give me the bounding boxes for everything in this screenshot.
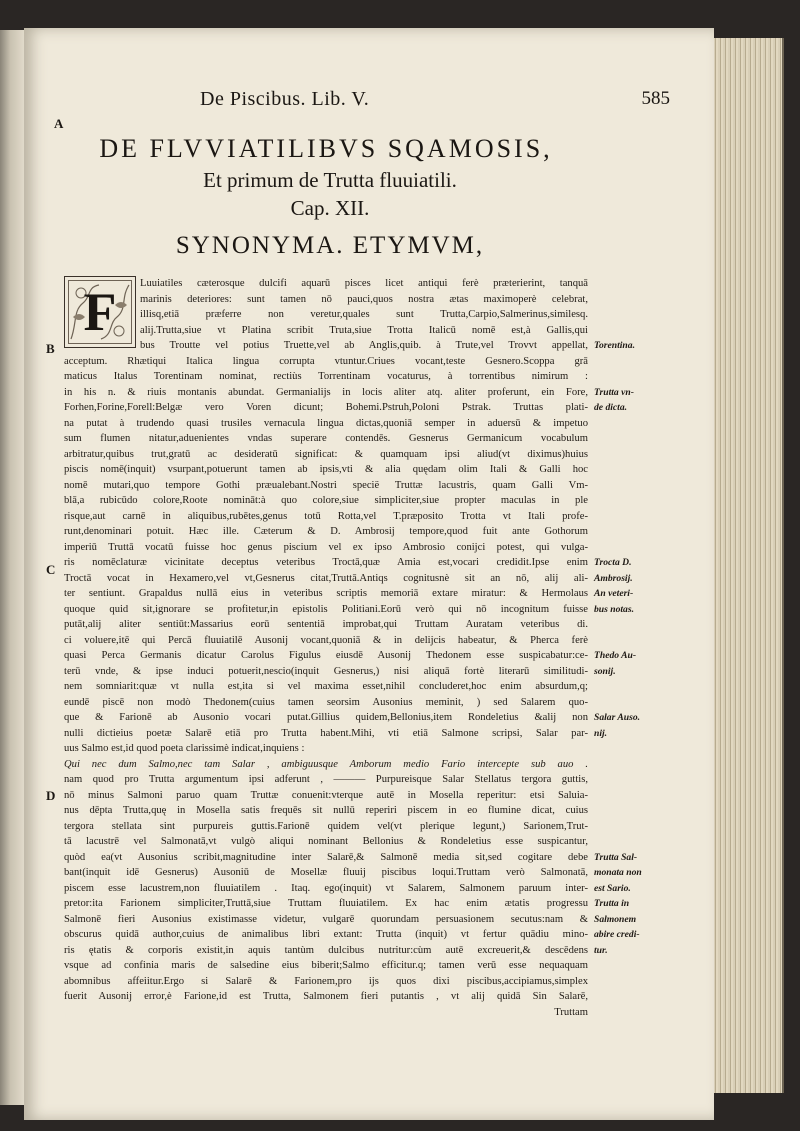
text-line: quasi Perca Germanis dicatur Carolus Figulus eiusdē Ausonij Thedonem esse suspicabatur:ce- bbox=[64, 650, 588, 661]
margin-spacer bbox=[594, 741, 694, 757]
text-line: que & Farionē ab Ausonio vocari putat.Gillius quidem,Bellonius,item Rondeletius &alij non bbox=[64, 712, 588, 723]
margin-spacer bbox=[594, 803, 694, 819]
text-line: alij.Trutta,siue vt Platina scribit Truta,siue Trotta Italicū nomē est,à Gallis,qui bbox=[140, 324, 588, 336]
margin-letter-b: B bbox=[46, 341, 55, 356]
text-line: in his n. & riuis montanis abundat. Germanialijs in locis aliter atq. aliter proferunt, ein Fore, bbox=[64, 386, 588, 398]
margin-note: Torentina. bbox=[594, 340, 635, 351]
margin-letter-a: A bbox=[54, 116, 64, 131]
margin-spacer bbox=[594, 633, 694, 649]
margin-spacer bbox=[594, 493, 694, 509]
drop-cap-ornament bbox=[64, 276, 136, 348]
text-line: tergora stellata sint purpureis guttis.Farionē quidem vel(vt plerique legunt,) Sarionem,Trut- bbox=[64, 820, 588, 832]
text-line: quoque quid sit,ignorare se profitetur,in epistolis Politiani.Eorū verò qui nō incognitum fuisse bbox=[64, 603, 588, 615]
margin-spacer bbox=[594, 834, 694, 850]
text-line: nō minus Salmoni paruo quam Truttæ conuenit:vterque autē in Mosella reperitur: etsi Saluia- bbox=[64, 789, 588, 801]
margin-letter-d: D bbox=[46, 788, 56, 803]
margin-spacer bbox=[594, 478, 694, 494]
text-line: uus Salmo est,id quod poeta clarissimè indicat,inquiens : bbox=[64, 743, 305, 754]
text-line: ci voluere,itē qui Percā fluuiatilē Ausonij vocant,quoniā & in delijcis habeatur, & Pherca ferè bbox=[64, 634, 588, 646]
text-line: marinis deteriores: sunt tamen nō pauci,quos nostra ætas maximoperè celebrat, bbox=[140, 293, 588, 305]
text-line: Salmonē fieri Ausonius existimasse videtur, vulgarē quorundam persuasionem secutus:nam & bbox=[64, 913, 588, 925]
margin-note: monata non bbox=[594, 867, 642, 878]
margin-spacer bbox=[594, 307, 694, 323]
text-line: Qui nec dum Salmo,nec tam Salar , ambiguusque Amborum medio Fario intercepte sub auo . bbox=[64, 758, 588, 770]
text-line: putāt,alij aliter sentiūt:Massarius eorū sententiā improbat,qui Truttam Auratam veteribus di. bbox=[64, 619, 588, 630]
text-line: piscis nomē(inquit) vsurpant,potuerunt tamen ab ipsis,vti & alia quędam olim Itali & Galli hoc bbox=[64, 464, 588, 475]
drop-cap-letter: F bbox=[83, 282, 117, 342]
text-line: nus dēpta Trutta,quę in Mosella satis frequēs sit nullū reperiri piscem in eo flumine dicat, cuius bbox=[64, 805, 588, 816]
text-line: bant(inquit idē Gesnerus) Ausoniū de Mosellæ fluuij piscibus loqui.Truttam verò Salmonatā, bbox=[64, 867, 588, 878]
text-line: pretor:ita Farionem simpliciter,Truttā,siue Truttam fluuiatilem. Ex hac enim ætatis progressu bbox=[64, 898, 588, 909]
margin-spacer bbox=[594, 772, 694, 788]
text-line: illisq,etiā præferre non veretur,quales sunt Trutta,Carpio,Salmerinus,similesq. bbox=[140, 309, 588, 320]
margin-spacer bbox=[594, 431, 694, 447]
margin-spacer bbox=[594, 323, 694, 339]
margin-note: An veteri- bbox=[594, 588, 634, 599]
margin-note: Thedo Au- bbox=[594, 650, 637, 661]
margin-note: Trutta Sal- bbox=[594, 851, 638, 863]
margin-spacer bbox=[594, 757, 694, 773]
text-line: ris ętatis & corporis existit,in aquis tantùm dulcibus nutritur:cùm autē excreuerit,& descēdens bbox=[64, 944, 588, 956]
margin-note: bus notas. bbox=[594, 603, 634, 615]
text-line: ter sentiunt. Grapaldus nullā eius in veteribus scriptis memoriā extare miratur: & Hermolaus bbox=[64, 588, 588, 599]
page-number: 585 bbox=[641, 88, 670, 109]
margin-note: Trutta vn- bbox=[594, 386, 634, 398]
text-line: sum flumen nitatur,aduenientes vndas superare contendēs. Gesnerus Germanicum vocabulum bbox=[64, 433, 588, 444]
margin-spacer bbox=[594, 617, 694, 633]
margin-notes bbox=[594, 276, 694, 958]
chapter-number: Cap. XII. bbox=[290, 196, 370, 220]
margin-spacer bbox=[594, 819, 694, 835]
margin-note: de dicta. bbox=[594, 402, 628, 413]
margin-letter-c: C bbox=[46, 562, 56, 577]
margin-spacer bbox=[594, 695, 694, 711]
text-line: bus Troutte vel potius Truette,vel ab Anglis,quib. à Trute,vel Trovvt appellat, bbox=[140, 340, 588, 351]
text-line: abomnibus affeiitur.Ergo si Salarē & Farionem,pro ijs quos dixi piscibus,accipiamus,simplex bbox=[64, 975, 588, 987]
text-line: runt,denominari potuit. Hæc ille. Cæterum & D. Ambrosij tempore,quod fuit ante Gothorum bbox=[64, 526, 588, 537]
margin-note: Salar Auso. bbox=[594, 712, 641, 723]
margin-spacer bbox=[594, 292, 694, 308]
margin-spacer bbox=[594, 354, 694, 370]
margin-note: sonij. bbox=[594, 665, 616, 677]
margin-spacer bbox=[594, 679, 694, 695]
margin-spacer bbox=[594, 276, 694, 292]
text-line: terū vnde, & ipse induci potuerit,nescio(inquit Gesnerus,) nisi aliquā fortè literarū similitudi- bbox=[64, 665, 588, 677]
text-line: obscurus quidā author,cuius de animalibus libri extant: Trutta (inquit) vt fertur quādiu mino- bbox=[64, 929, 588, 940]
text-line: ris nomēclaturæ vicinitate deceptus veteribus Troctā,quæ Amia est,vocari credidit.Ipse enim bbox=[64, 557, 588, 568]
margin-note: est Sario. bbox=[594, 882, 631, 894]
text-line: eundē piscē non modò Thedonem(cuius tamen seorsim Ausonius meminit, ) sed Salarem quo- bbox=[64, 696, 588, 708]
margin-note: Salmonem bbox=[594, 913, 637, 925]
margin-spacer bbox=[594, 416, 694, 432]
text-line: fuerit Ausonij error,è Farione,id est Trutta, Salmonem fieri putantis , vt alij quidā Sin Salarē, bbox=[64, 991, 588, 1002]
text-line: nem somniarit:quæ vt nulla est,ita si vel maxima esset,nihil concluderet,hoc enim absurdum,q; bbox=[64, 681, 588, 692]
text-line: Truttam bbox=[554, 1006, 588, 1018]
section-heading: SYNONYMA. ETYMVM, bbox=[175, 232, 485, 259]
text-line: maticus Italus Torentinam nominat, rectiùs Torrentinam vocaturus, à torrentibus nimirum : bbox=[64, 371, 588, 382]
text-line: quòd ea(vt Ausonius scribit,magnitudine inter Salarē,& Salmonē media sit,sed cogitare debe bbox=[64, 851, 588, 863]
body-text bbox=[64, 276, 588, 1020]
left-page-edge bbox=[0, 30, 26, 1105]
page-header bbox=[200, 88, 670, 118]
text-line: nam quod pro Trutta argumentum ipsi adferunt , ——— Purpureisque Salar Stellatus tergora guttis, bbox=[64, 774, 588, 785]
margin-note: nij. bbox=[594, 727, 608, 739]
text-line: Forhen,Forine,Forell:Belgæ vero Voren dicunt; Bohemi.Pstruh,Poloni Pstrak. Truttas plati- bbox=[64, 402, 588, 413]
chapter-subtitle: Et primum de Trutta fluuiatili. bbox=[203, 168, 457, 192]
margin-spacer bbox=[594, 462, 694, 478]
margin-note: Ambrosij. bbox=[594, 572, 633, 584]
text-line: blā,a rubicūdo colore,Roote nomināt:à quo colore,siue simpliciter,siue propter maculas in ple bbox=[64, 495, 588, 506]
margin-spacer bbox=[594, 509, 694, 525]
text-line: tā lacustrē vel Salmonatā,vt vulgò aliqui nominant Bellonius & Rondeletius esse suspicantur, bbox=[64, 836, 588, 847]
chapter-main-title: DE FLVVIATILIBVS SQAMOSIS, bbox=[99, 134, 553, 163]
margin-note: Trocta D. bbox=[594, 557, 632, 568]
margin-spacer bbox=[594, 369, 694, 385]
margin-spacer bbox=[594, 788, 694, 804]
text-line: acceptum. Rhætiqui Italica lingua corrupta vtuntur.Criues vocant,teste Gesnero.Scoppa grā bbox=[64, 355, 588, 367]
margin-note: abire credi- bbox=[594, 929, 640, 940]
margin-spacer bbox=[594, 540, 694, 556]
text-line: piscem esse lacustrem,non fluuiatilem . Itaq. ego(inquit) vt Salarem, Salmonem paruum inter- bbox=[64, 882, 588, 894]
text-line: arbitratur,quibus trut,gratū ac desideratū significat: & quamquam ipsi aliud(vt diximus)huius bbox=[64, 448, 588, 460]
text-line: nulli dictieius poetæ Salarē etiā pro Trutta habent.Mihi, vti etiā Salmone scripsi, Salar par- bbox=[64, 727, 588, 739]
page-stack bbox=[708, 38, 784, 1093]
margin-note: tur. bbox=[594, 944, 608, 956]
margin-note: Trutta in bbox=[594, 898, 630, 909]
text-line: na putat à trudendo quasi trusiles vernacula lingua dictas,quoniā semper in aduersū & impetuo bbox=[64, 417, 588, 429]
text-line: nomē mutari,quo tempore Gothi præualebant.Nostri specië Truttæ lacustris, quam Galli Vm- bbox=[64, 479, 588, 491]
text-line: vsque ad confinia maris de salsedine eius biberit;Salmo efficitur.q; tamen verū esse nequaquam bbox=[64, 960, 588, 971]
margin-spacer bbox=[594, 447, 694, 463]
text-line: Luuiatiles cæterosque dulcifi aquarū pisces licet antiqui ferè præterierint, tanquā bbox=[140, 278, 588, 289]
running-title: De Piscibus. Lib. V. bbox=[200, 88, 370, 110]
text-line: risque,aut carnē in aliquibus,rubētes,genus totū Rotta,vel T.præposito Trotta vt Itali profe- bbox=[64, 510, 588, 522]
text-line: Troctā vocat in Hexamero,vel vt,Gesnerus citat,Truttā.Antiqs cognitusnè sit an nō, alij ali- bbox=[64, 572, 588, 584]
margin-spacer bbox=[594, 524, 694, 540]
text-line: imperiū Truttā vocatū fuisse hoc genus piscium vel ex ipso Ambrosio conijci potest, qui vulga- bbox=[64, 541, 588, 553]
